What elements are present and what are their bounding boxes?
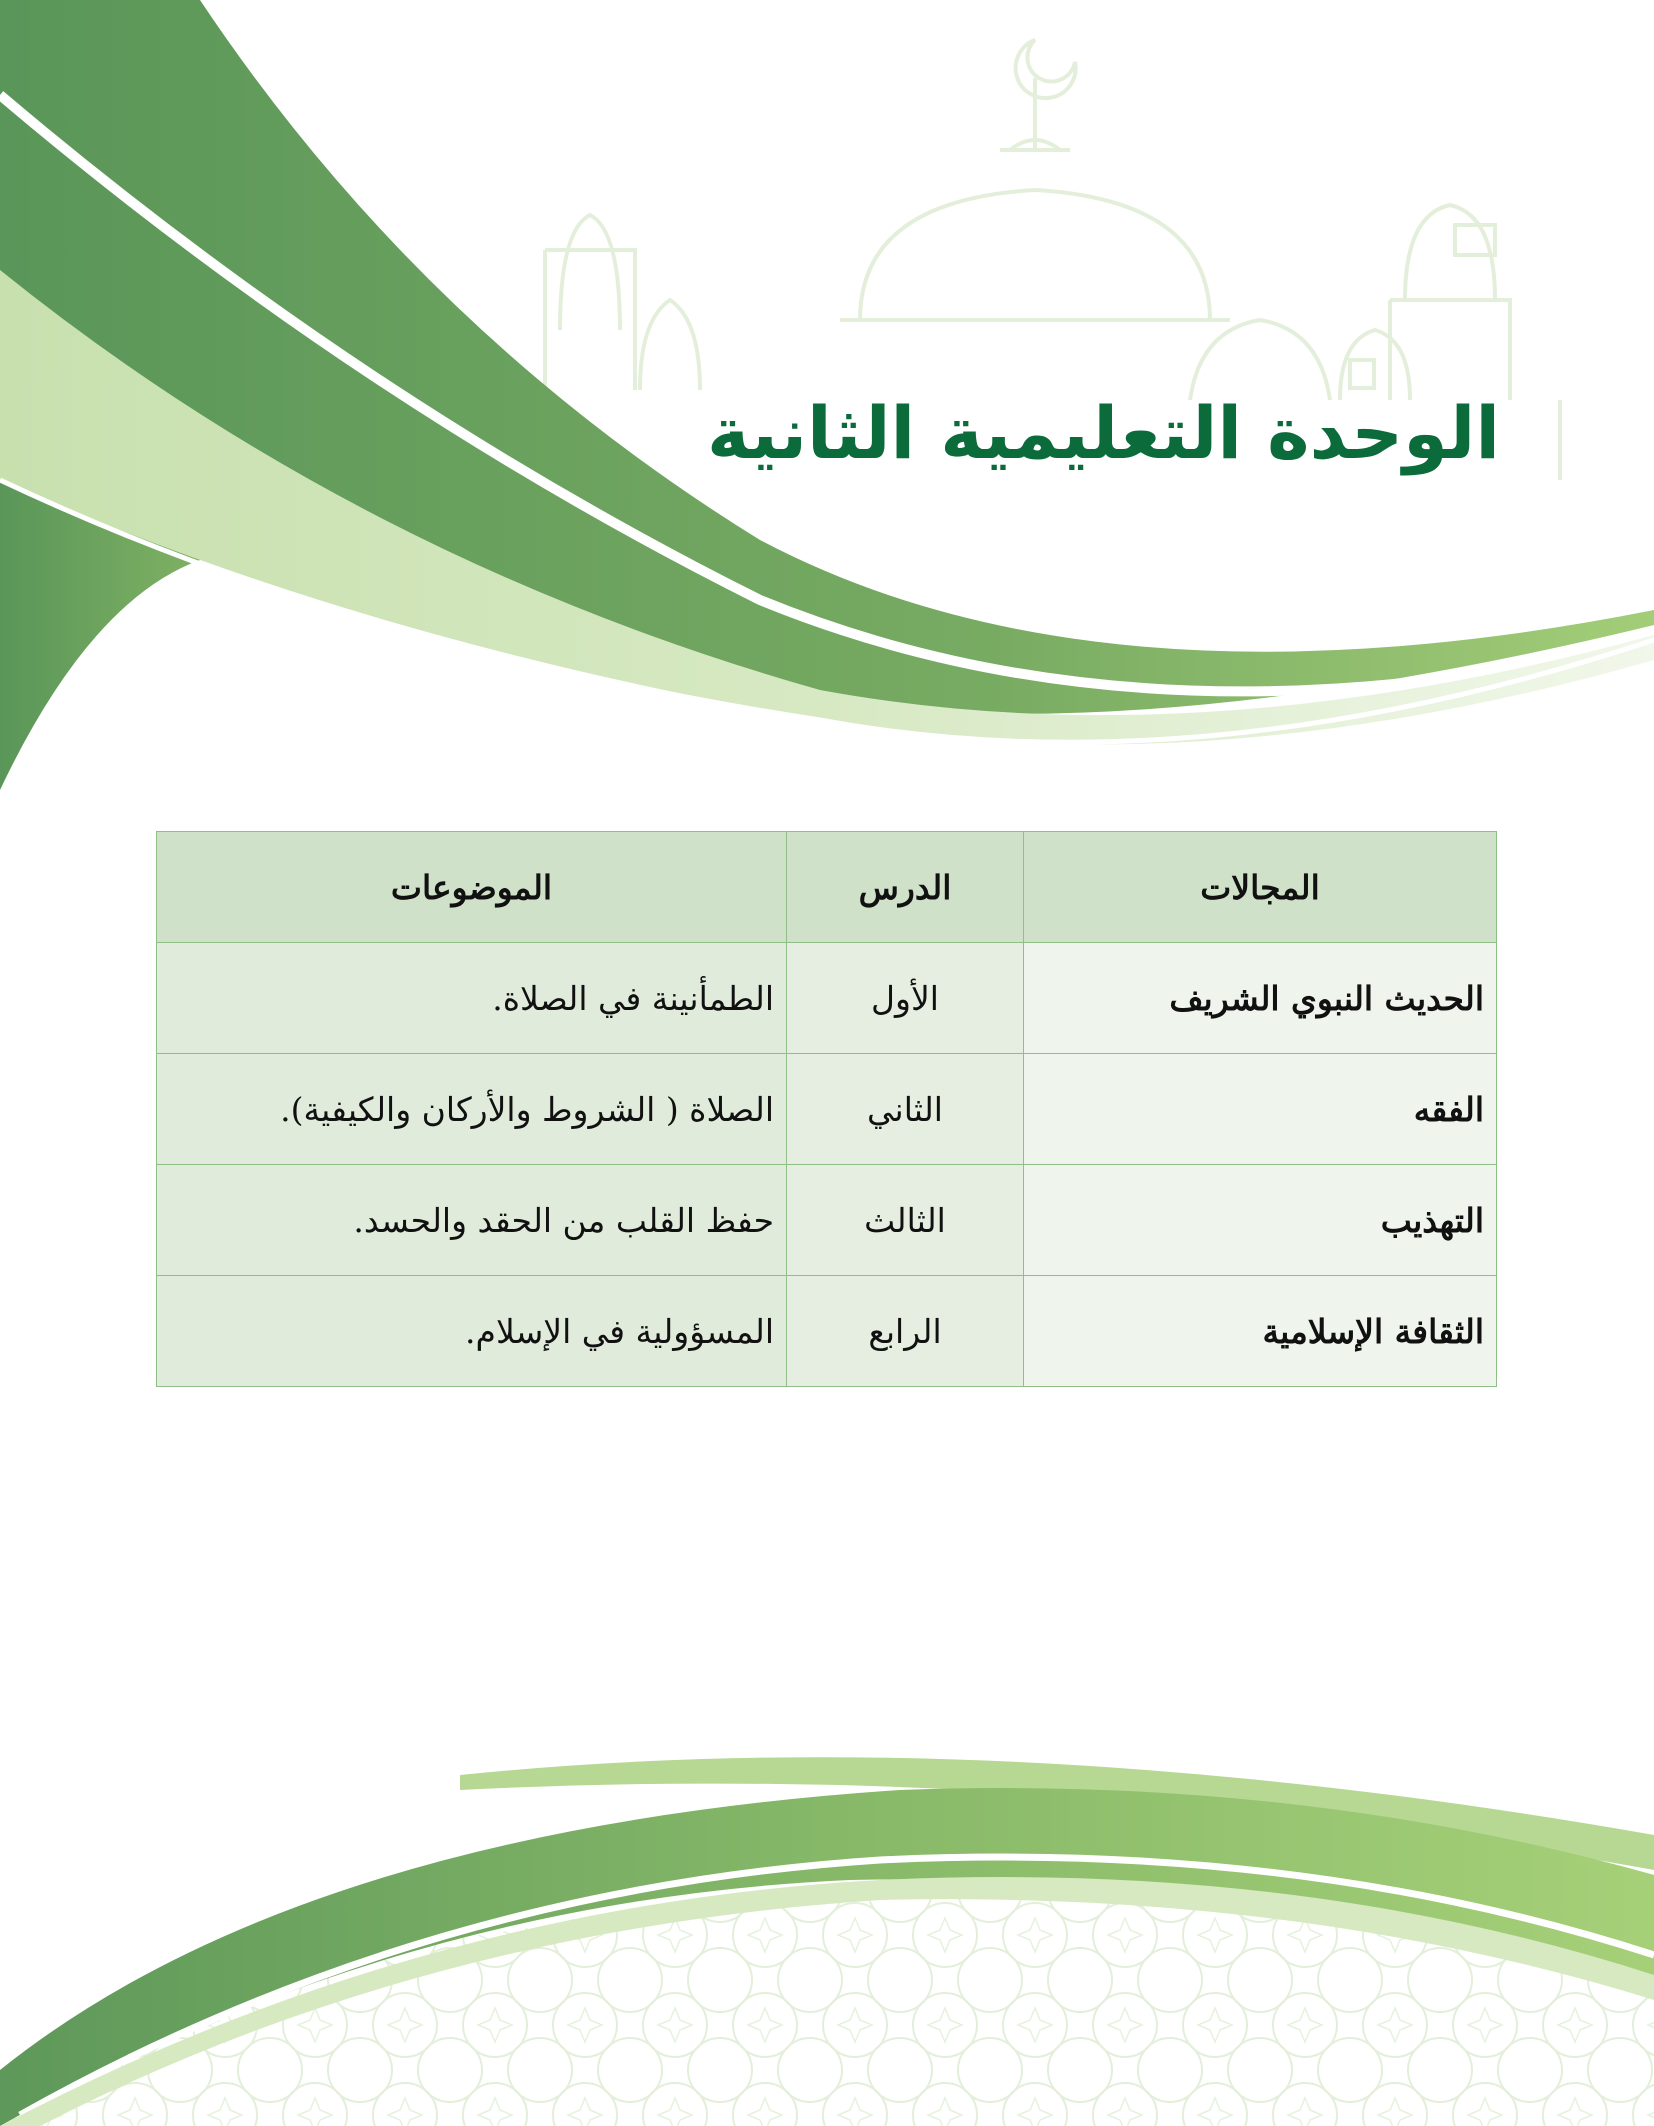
field-cell: الثقافة الإسلامية <box>1024 1276 1497 1387</box>
topic-cell: حفظ القلب من الحقد والحسد. <box>157 1165 787 1276</box>
top-swoosh-dark <box>0 0 1654 714</box>
lesson-cell: الثاني <box>787 1054 1024 1165</box>
header-lesson: الدرس <box>787 832 1024 943</box>
lesson-cell: الأول <box>787 943 1024 1054</box>
page-title: الوحدة التعليمية الثانية <box>706 391 1500 475</box>
table-row <box>157 1165 1497 1276</box>
field-cell: الحديث النبوي الشريف <box>1024 943 1497 1054</box>
lesson-cell: الرابع <box>787 1276 1024 1387</box>
field-cell: التهذيب <box>1024 1165 1497 1276</box>
header-fields: المجالات <box>1024 832 1497 943</box>
units-table-container <box>156 831 1496 1387</box>
topic-cell: الصلاة ( الشروط والأركان والكيفية). <box>157 1054 787 1165</box>
table-header-row <box>157 832 1497 943</box>
topic-cell: المسؤولية في الإسلام. <box>157 1276 787 1387</box>
table-row <box>157 943 1497 1054</box>
table-row <box>157 1276 1497 1387</box>
table-row <box>157 1054 1497 1165</box>
topic-cell: الطمأنينة في الصلاة. <box>157 943 787 1054</box>
lesson-cell: الثالث <box>787 1165 1024 1276</box>
field-cell: الفقه <box>1024 1054 1497 1165</box>
units-table <box>156 831 1497 1387</box>
header-topics: الموضوعات <box>157 832 787 943</box>
